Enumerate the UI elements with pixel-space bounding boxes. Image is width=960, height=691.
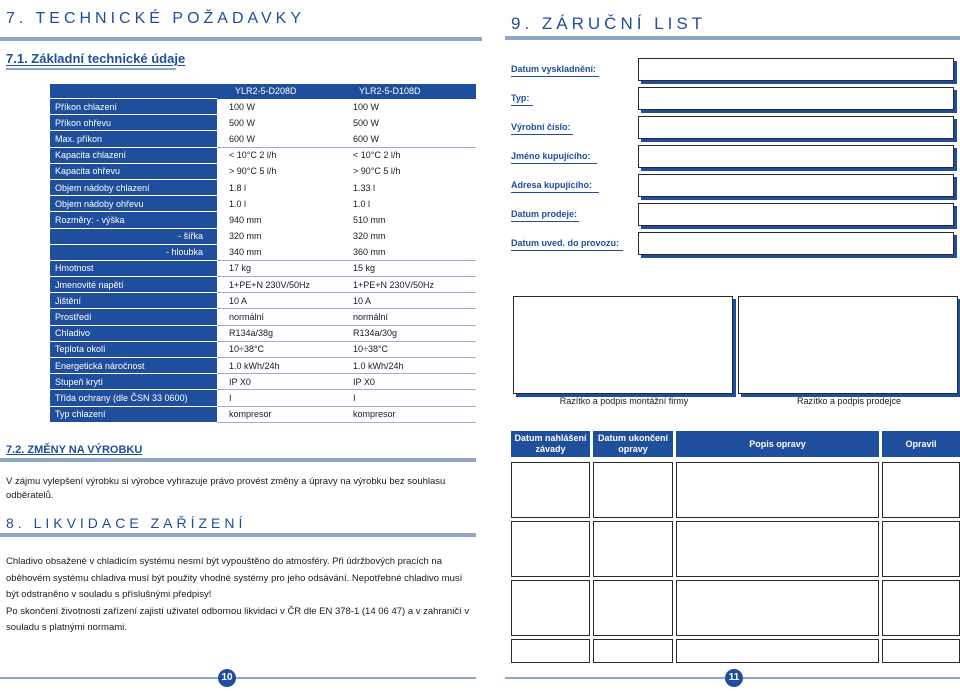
repair-log-cell[interactable] [511, 580, 590, 636]
spec-row [50, 260, 476, 276]
spec-value-model-1: 600 W [217, 131, 341, 147]
warranty-label-underline [511, 250, 623, 251]
spec-row [50, 131, 476, 147]
spec-value-model-1: 340 mm [217, 244, 341, 260]
section-9-title: 9. ZÁRUČNÍ LIST [511, 14, 707, 33]
spec-value-model-1: R134a/38g [217, 325, 341, 341]
repair-log-cell[interactable] [676, 580, 879, 636]
spec-value-model-1: IP X0 [217, 374, 341, 390]
warranty-field[interactable] [638, 116, 954, 139]
spec-value-model-1: 1+PE+N 230V/50Hz [217, 277, 341, 293]
warranty-label-underline [511, 192, 599, 193]
stamp-installer-label: Razítko a podpis montážní firmy [559, 396, 689, 406]
section-72-title: 7.2. ZMĚNY NA VÝROBKU [6, 444, 143, 456]
spec-label: Rozměry: - výška [50, 212, 217, 228]
spec-row [50, 147, 476, 163]
spec-row [50, 212, 476, 228]
spec-row [50, 406, 476, 422]
repair-log-cell[interactable] [676, 462, 879, 518]
spec-value-model-2: 10 A [341, 293, 476, 309]
spec-label: Jmenovité napětí [50, 277, 217, 293]
warranty-label [511, 64, 596, 74]
spec-value-model-2: 1.0 kWh/24h [341, 358, 476, 374]
repair-log-cell[interactable] [593, 521, 673, 577]
footer-rule-left-b [236, 677, 476, 679]
section-9-rule [505, 36, 960, 40]
section-8-rule [0, 533, 476, 537]
spec-row [50, 99, 476, 115]
spec-value-model-1: I [217, 390, 341, 406]
model-2-header: YLR2-5-D108D [341, 84, 476, 99]
stamp-installer-box[interactable] [513, 296, 733, 394]
warranty-label-underline [511, 221, 579, 222]
spec-label: - hloubka [50, 244, 217, 260]
spec-value-model-2: kompresor [341, 406, 476, 422]
spec-row [50, 309, 476, 325]
spec-value-model-2: I [341, 390, 476, 406]
repair-log-cell[interactable] [676, 639, 879, 663]
warranty-label-underline [511, 105, 533, 106]
warranty-label [511, 151, 591, 161]
warranty-label-underline [511, 134, 573, 135]
warranty-label-underline [511, 163, 597, 164]
spec-row [50, 325, 476, 341]
spec-label: Typ chlazení [50, 406, 217, 422]
spec-row [50, 196, 476, 212]
spec-row [50, 374, 476, 390]
warranty-label [511, 209, 577, 219]
spec-value-model-1: kompresor [217, 406, 341, 422]
spec-value-model-2: 100 W [353, 101, 380, 112]
spec-label: Třída ochrany (dle ČSN 33 0600) [50, 390, 217, 406]
spec-label: Příkon chlazení [50, 99, 217, 115]
section-8-paragraph-1: Chladivo obsažené v chladicím systému nesmí být vypouštěno do atmosféry. Při údržbových pracích na oběhovém systému chladiva musí být použity vhodné systémy pro jeho odsávání. Nepotřebné chladivo musí být odstraněno v souladu s příslušnými předpisy! [6, 556, 463, 600]
spec-label: Objem nádoby chlazení [50, 179, 217, 195]
spec-value-model-1: 1.0 l [229, 198, 247, 209]
spec-value-model-1: 1.0 kWh/24h [217, 358, 341, 374]
spec-value-model-2: 15 kg [341, 260, 476, 276]
spec-value-model-1: 10÷38°C [217, 341, 341, 357]
warranty-label [511, 93, 529, 103]
spec-value-model-2: 360 mm [341, 244, 476, 260]
spec-label: Energetická náročnost [50, 358, 217, 374]
spec-label: Hmotnost [50, 260, 217, 276]
spec-value-model-2: R134a/30g [341, 325, 476, 341]
footer-rule-right-a [505, 677, 725, 679]
spec-row [50, 358, 476, 374]
spec-value-model-1: 100 W [229, 101, 256, 112]
spec-row [50, 390, 476, 406]
model-1-header: YLR2-5-D208D [217, 84, 341, 99]
warranty-label-underline [511, 76, 599, 77]
repair-log-cell[interactable] [511, 462, 590, 518]
spec-label: Chladivo [50, 325, 217, 341]
spec-value-model-2: 1+PE+N 230V/50Hz [341, 277, 476, 293]
spec-label: Kapacita ohřevu [50, 163, 217, 179]
section-71-rule [6, 68, 176, 70]
repair-log-cell[interactable] [882, 521, 960, 577]
spec-value-model-2: 600 W [341, 131, 476, 147]
footer-rule-right-b [743, 677, 960, 679]
spec-label: Kapacita chlazení [50, 147, 217, 163]
warranty-field[interactable] [638, 58, 954, 81]
warranty-label-text: Typ: [511, 93, 530, 103]
spec-value-model-2: > 90°C 5 l/h [353, 166, 401, 177]
repair-log-cell[interactable] [511, 639, 590, 663]
warranty-label-text: Datum prodeje: [511, 209, 578, 219]
warranty-field[interactable] [638, 203, 954, 226]
spec-label: - šířka [50, 228, 217, 244]
warranty-label [511, 122, 571, 132]
spec-row [50, 115, 476, 131]
spec-value-model-1: 17 kg [217, 260, 341, 276]
spec-row [50, 277, 476, 293]
spec-value-model-2: 500 W [353, 117, 380, 128]
spec-value-model-1: 500 W [229, 117, 256, 128]
spec-value-model-1: 940 mm [229, 214, 262, 225]
spec-value-model-2: 320 mm [353, 231, 386, 242]
stamp-seller-label: Razítko a podpis prodejce [796, 396, 902, 406]
spec-label: Jištění [50, 293, 217, 309]
warranty-field[interactable] [638, 145, 954, 168]
spec-row [50, 228, 476, 244]
section-72-rule [0, 458, 476, 462]
section-8-title: 8. LIKVIDACE ZAŘÍZENÍ [6, 515, 247, 531]
repair-log-cell[interactable] [593, 580, 673, 636]
spec-value-model-1: 1.8 l [229, 182, 247, 193]
spec-label: Stupeň krytí [50, 374, 217, 390]
spec-value-model-1: normální [217, 309, 341, 325]
warranty-label-text: Adresa kupujícího: [511, 180, 593, 190]
spec-value-model-1: < 10°C 2 l/h [229, 150, 277, 161]
spec-value-model-2: 1.33 l [353, 182, 376, 193]
repair-header-description: Popis opravy [676, 431, 879, 457]
repair-header-reported: Datum nahlášení závady [511, 431, 590, 457]
repair-log-cell[interactable] [882, 580, 960, 636]
page-number-left: 10 [218, 669, 236, 687]
spec-value-model-2: 10÷38°C [341, 341, 476, 357]
stamp-seller-box[interactable] [738, 296, 958, 394]
spec-value-model-2: 1.0 l [353, 198, 371, 209]
spec-label: Teplota okolí [50, 341, 217, 357]
repair-log-cell[interactable] [511, 521, 590, 577]
warranty-label [511, 238, 619, 248]
repair-log-cell[interactable] [593, 462, 673, 518]
spec-label: Příkon ohřevu [50, 115, 217, 131]
page-number-right: 11 [725, 669, 743, 687]
spec-value-model-1: 10 A [217, 293, 341, 309]
spec-value-model-2: 510 mm [353, 214, 386, 225]
section-7-rule [0, 37, 482, 41]
repair-log-cell[interactable] [882, 462, 960, 518]
warranty-field[interactable] [638, 232, 954, 255]
spec-row [50, 244, 476, 260]
spec-table [50, 84, 476, 423]
section-8-paragraph-2: Po skončení životnosti zařízení zajistí uživatel odbornou likvidaci v ČR dle EN 378-1 (14 06 47) a v zahraničí v souladu s platnými normami. [6, 605, 470, 633]
warranty-field[interactable] [638, 87, 954, 110]
repair-log-cell[interactable] [882, 639, 960, 663]
spec-header-row [50, 84, 476, 99]
section-72-text: V zájmu vylepšení výrobku si výrobce vyhrazuje právo provést změny a úpravy na výrobku bez souhlasu odběratelů. [6, 476, 446, 501]
repair-header-finished: Datum ukončení opravy [593, 431, 673, 457]
spec-label: Max. příkon [50, 131, 217, 147]
spec-label: Prostředí [50, 309, 217, 325]
spec-row [50, 293, 476, 309]
repair-log-cell[interactable] [676, 521, 879, 577]
spec-value-model-1: > 90°C 5 l/h [229, 166, 277, 177]
spec-row [50, 163, 476, 179]
spec-row [50, 341, 476, 357]
spec-value-model-2: IP X0 [341, 374, 476, 390]
warranty-label-text: Datum vyskladnění: [511, 64, 597, 74]
warranty-label-text: Výrobní číslo: [511, 122, 571, 132]
section-7-title: 7. TECHNICKÉ POŽADAVKY [6, 10, 305, 28]
spec-value-model-2: < 10°C 2 l/h [353, 150, 401, 161]
spec-value-model-2: normální [341, 309, 476, 325]
section-8-text [6, 554, 476, 637]
repair-header-repaired-by: Opravil [882, 431, 960, 457]
spec-value-model-1: 320 mm [229, 231, 262, 242]
warranty-field[interactable] [638, 174, 954, 197]
warranty-label [511, 180, 592, 190]
section-71-title: 7.1. Základní technické údaje [6, 51, 186, 66]
footer-rule-left-a [0, 677, 218, 679]
repair-log-cell[interactable] [593, 639, 673, 663]
spec-label: Objem nádoby ohřevu [50, 196, 217, 212]
warranty-label-text: Jméno kupujícího: [511, 151, 591, 161]
spec-row [50, 179, 476, 195]
warranty-label-text: Datum uved. do provozu: [511, 238, 619, 248]
